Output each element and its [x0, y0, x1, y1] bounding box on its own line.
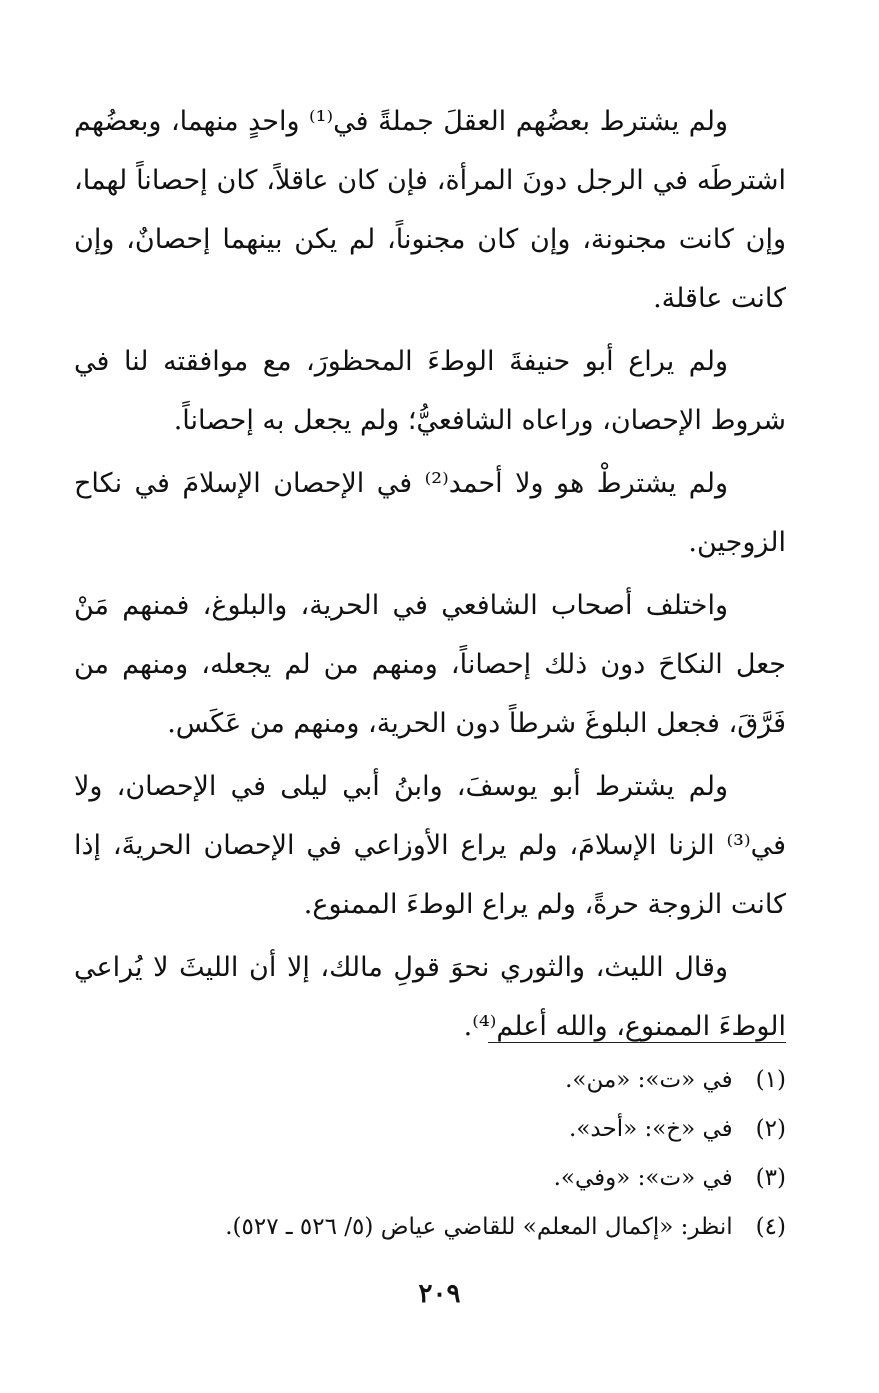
paragraph: ولم يراع أبو حنيفةَ الوطءَ المحظورَ، مع موافقته لنا في شروط الإحصان، وراعاه الشافعيُّ؛ ولم يجعل به إحصاناً.: [74, 346, 786, 436]
footnote: [74, 1203, 786, 1252]
paragraph: وقال الليث، والثوري نحوَ قولِ مالك، إلا أن الليثَ لا يُراعي الوطءَ الممنوع، والله أعلم⁽⁴⁾.: [74, 952, 786, 1042]
footnote-text: انظر: «إكمال المعلم» للقاضي عياض (٥/ ٥٢٦ ـ ٥٢٧).: [225, 1214, 733, 1240]
paragraph: واختلف أصحاب الشافعي في الحرية، والبلوغ، فمنهم مَنْ جعل النكاحَ دون ذلك إحصاناً، ومنهم من لم يجعله، ومنهم من فَرَّقَ، فجعل البلوغَ شرطاً دون الحرية، ومنهم من عَكَس.: [74, 590, 786, 739]
paragraph: ولم يشترط أبو يوسفَ، وابنُ أبي ليلى في الإحصان، ولا في⁽³⁾ الزنا الإسلامَ، ولم يراع الأوزاعي في الإحصان الحريةَ، إذا كانت الزوجة حرةً، ولم يراع الوطءَ الممنوع.: [74, 771, 786, 920]
footnote: [74, 1154, 786, 1203]
footnote-number: (٤): [755, 1214, 786, 1240]
footnote: [74, 1056, 786, 1105]
footnote-number: (٣): [755, 1165, 786, 1191]
footnote-separator: [488, 1042, 786, 1043]
footnote-text: في «ت»: «وفي».: [553, 1165, 733, 1191]
footnote: [74, 1105, 786, 1154]
paragraph: ولم يشترط بعضُهم العقلَ جملةً في⁽¹⁾ واحدٍ منهما، وبعضُهم اشترطَه في الرجل دونَ المرأة، فإن كان عاقلاً، كان إحصاناً لهما، وإن كانت مجنونة، وإن كان مجنوناً، لم يكن بينهما إحصانٌ، وإن كانت عاقلة.: [74, 106, 786, 314]
footnote-text: في «خ»: «أحد».: [569, 1116, 733, 1142]
footnote-number: (٢): [755, 1116, 786, 1142]
footnote-number: (١): [755, 1067, 786, 1093]
main-text: [74, 92, 786, 1060]
footnote-text: في «ت»: «من».: [565, 1067, 733, 1093]
paragraph: ولم يشترطْ هو ولا أحمد⁽²⁾ في الإحصان الإسلامَ في نكاح الزوجين.: [74, 468, 786, 558]
footnotes: [74, 1056, 786, 1252]
page-number: ٢٠٩: [418, 1279, 461, 1309]
